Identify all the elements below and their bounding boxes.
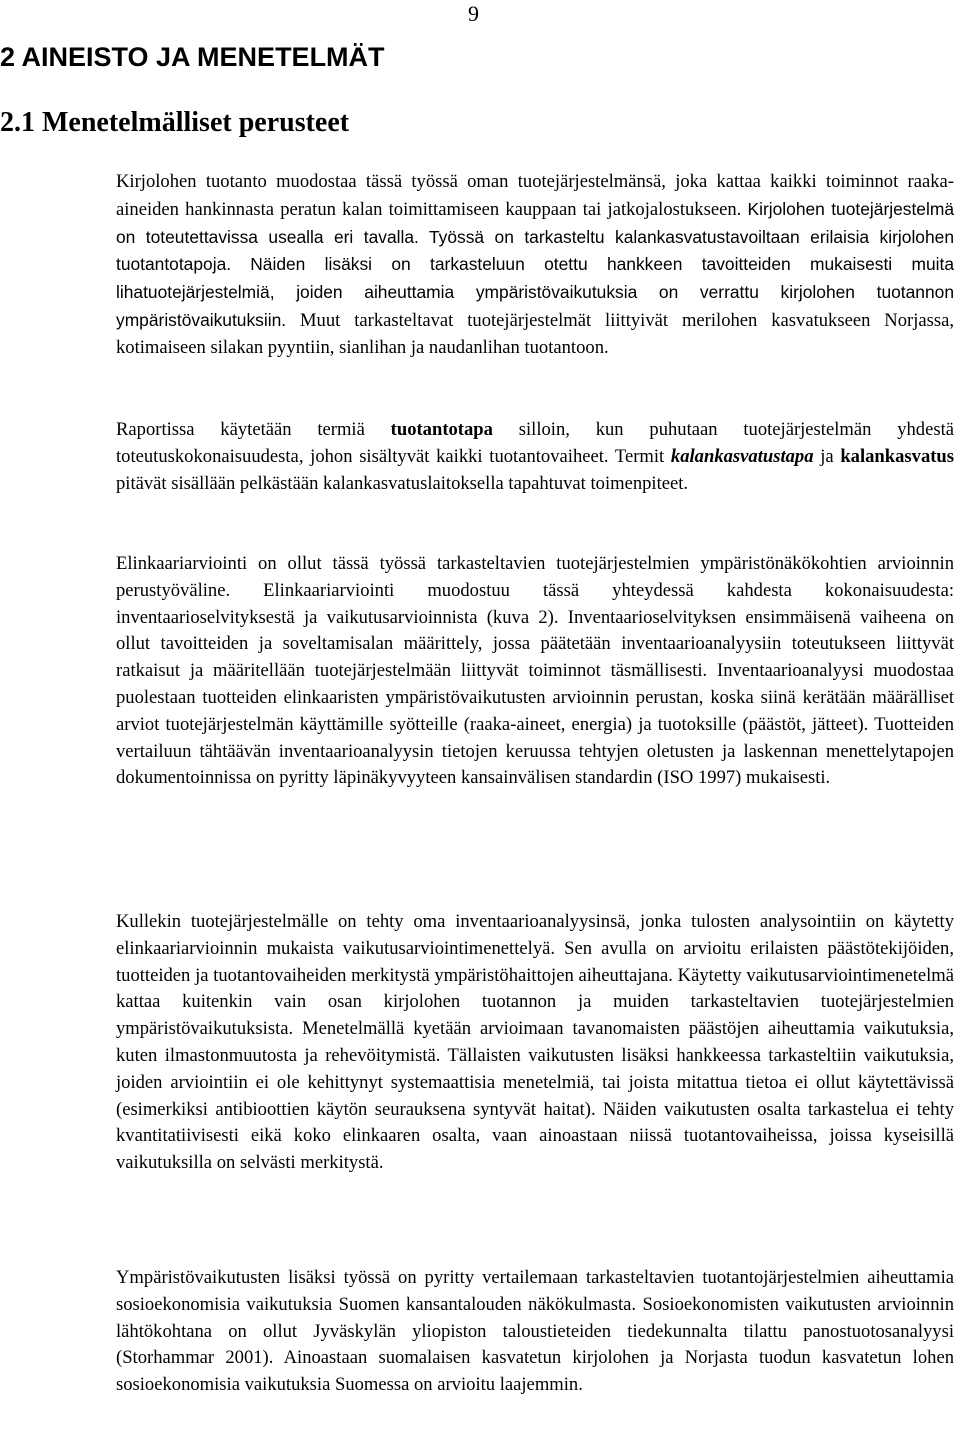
p1-sentence-4: Muut tarkasteltavat tuotejärjestelmät liittyivät merilohen kasvatukseen Norjassa, kotimaiseen silakan pyyntiin, sianlihan ja naudanlihan tuotantoon. bbox=[116, 309, 954, 358]
page-number: 9 bbox=[468, 1, 479, 26]
p1-sentence-1: Kirjolohen tuotanto muodostaa tässä työssä oman tuotejärjestelmänsä, joka kattaa kaikki toiminnot raaka-aineiden hankinnasta peratun kalan toimittamiseen kauppaan tai jatkojalostukseen. bbox=[116, 171, 954, 220]
paragraph-4: Kullekin tuotejärjestelmälle on tehty oma inventaarioanalyysinsä, jonka tulosten analysointiin on käytetty elinkaariarvioinnin mukaista vaikutusarviointimenettelyä. Sen avulla on arvioitu erilaisten päästötekijöiden, tuotteiden ja tuotantovaiheiden merkitystä ympäristöhaittojen aiheuttajana. Käytetty vaikutusarviointimenetelmä kattaa kuitenkin vain osan kirjolohen tuotannon ja muiden tarkasteltavien tuotejärjestelmien ympäristövaikutuksista. Menetelmällä kyetään arvioimaan tavanomaisten päästöjen aiheuttamia vaikutuksia, kuten ilmastonmuutosta ja rehevöitymistä. Tällaisten vaikutusten lisäksi hankkeessa tarkasteltiin vaikutuksia, joiden arviointiin ei ole kehittynyt systemaattisia menetelmiä, tai joista mitattua tietoa ei ollut käytettävissä (esimerkiksi antibioottien käytön seurauksena syntyvät haitat). Näiden vaikutusten osalta tarkastelua ei tehty kvantitatiivisesti eikä koko elinkaaren osalta, vaan ainoastaan niissä tuotantovaiheissa, joissa kyseisillä vaikutuksilla on selvästi merkitystä. bbox=[116, 911, 954, 1174]
p2-text-2: silloin, kun puhutaan tuotejärjestelmän yhdestä toteutuskokonaisuudesta, johon sisältyvät kaikki tuotantovaiheet. Termit bbox=[116, 419, 954, 467]
p1-sentence-3: Näiden lisäksi on tarkasteluun otettu hankkeen tavoitteiden mukaisesti muita lihatuotejärjestelmiä, joiden aiheuttamia ympäristövaikutuksia on verrattu kirjolohen tuotannon ympäristövaikutuksiin. bbox=[116, 254, 954, 330]
chapter-heading: 2 AINEISTO JA MENETELMÄT bbox=[0, 42, 385, 72]
p2-term-tuotantotapa: tuotantotapa bbox=[390, 419, 493, 440]
paragraph-2 bbox=[116, 417, 954, 497]
p2-term-kalankasvatustapa: kalankasvatustapa bbox=[670, 445, 814, 467]
p1-sentence-2: Kirjolohen tuotejärjestelmä on toteutettavissa usealla eri tavalla. Työssä on tarkasteltu kalankasvatustavoiltaan erilaisia kirjolohen tuotantotapoja. bbox=[116, 198, 954, 275]
paragraph-1 bbox=[116, 169, 954, 362]
paragraph-5: Ympäristövaikutusten lisäksi työssä on pyritty vertailemaan tarkasteltavien tuotantojärjestelmien aiheuttamia sosioekonomisia vaikutuksia Suomen kansantalouden näkökulmasta. Sosioekonomisten vaikutusten arvioinnin lähtökohtana on ollut Jyväskylän yliopiston taloustieteiden tiedekunnalta tilattu panostuotosanalyysi (Storhammar 2001). Ainoastaan suomalaisen kasvatetun kirjolohen ja Norjasta tuodun kasvatetun lohen sosioekonomisia vaikutuksia Suomessa on arvioitu laajemmin. bbox=[116, 1267, 954, 1396]
p2-term-kalankasvatus: kalankasvatus bbox=[840, 445, 955, 467]
paragraph-3: Elinkaariarviointi on ollut tässä työssä tarkasteltavien tuotejärjestelmien ympäristönäkökohtien arvioinnin perustyöväline. Elinkaariarviointi muodostuu tässä yhteydessä kahdesta kokonaisuudesta: inventaarioselvityksestä ja vaikutusarvioinnista (kuva 2). Inventaarioselvityksen ensimmäisenä vaiheena on ollut tavoitteiden ja soveltamisalan määrittely, jossa päätetään inventaarioanalyysiin toteutukseen liittyvät ratkaisut ja määritellään tuotejärjestelmään liittyvät toiminnot täsmällisesti. Inventaarioanalyysi muodostaa puolestaan tuotteiden elinkaaristen ympäristövaikutusten arvioinnin perustan, koska siinä kerätään määrälliset arviot tuotejärjestelmän käyttämille syötteille (raaka-aineet, energia) ja tuotoksille (päästöt, jätteet). Tuotteiden vertailuun tähtäävän inventaarioanalyysin tietojen keruussa tehtyjen oletusten ja laskennan menettelytapojen dokumentoinnissa on pyritty läpinäkyvyyteen kansainvälisen standardin (ISO 1997) mukaisesti. bbox=[116, 553, 954, 789]
p2-text-1: Raportissa käytetään termiä bbox=[116, 419, 365, 440]
p2-text-4: pitävät sisällään pelkästään kalankasvatuslaitoksella tapahtuvat toimenpiteet. bbox=[116, 472, 689, 494]
section-heading: 2.1 Menetelmälliset perusteet bbox=[0, 107, 350, 138]
p2-text-3: ja bbox=[820, 445, 834, 467]
